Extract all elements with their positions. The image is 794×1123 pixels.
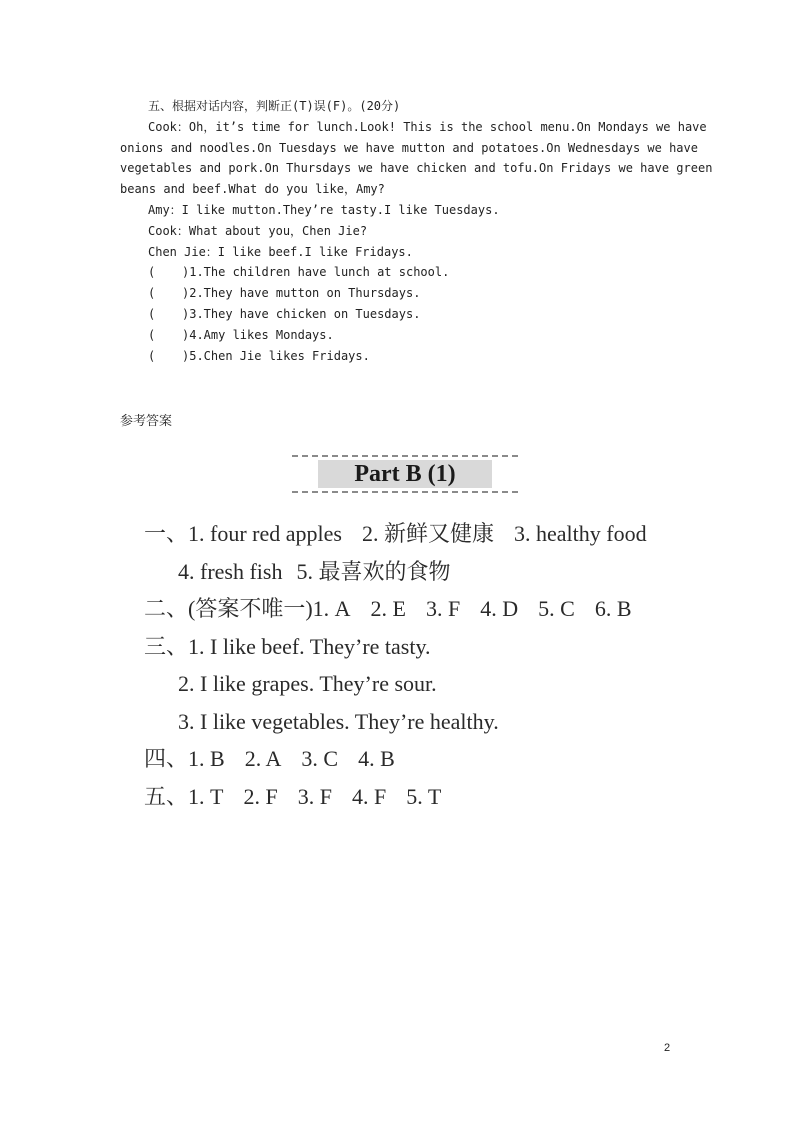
answer-item: 1. B xyxy=(188,746,225,771)
answer-item: 1. T xyxy=(188,783,224,809)
answer-blank: ( xyxy=(148,306,156,321)
item-text: )4.Amy likes Mondays. xyxy=(182,327,334,342)
dialogue-chen-jie: Chen Jie：I like beef.I like Fridays. xyxy=(148,244,413,259)
answer-section-5 xyxy=(144,778,647,816)
section-five-heading: 五、根据对话内容，判断正(T)误(F)。(20分) xyxy=(148,99,401,113)
item-text: )3.They have chicken on Tuesdays. xyxy=(182,306,421,321)
section-prefix: 五、 xyxy=(144,783,189,809)
answer-item: 3. healthy food xyxy=(513,521,647,546)
item-text: )1.The children have lunch at school. xyxy=(182,265,450,280)
item-text: )2.They have mutton on Thursdays. xyxy=(182,286,421,301)
true-false-item-3 xyxy=(120,304,676,325)
section-five-exercise xyxy=(120,96,713,366)
dialogue-cook-2: Cook：What about you，Chen Jie? xyxy=(148,223,368,238)
part-b-banner xyxy=(292,455,518,493)
true-false-item-4 xyxy=(120,325,676,346)
answer-item: 5. 最喜欢的食物 xyxy=(296,558,451,584)
dialogue-amy: Amy：I like mutton.They’re tasty.I like Tuesdays. xyxy=(148,202,500,217)
section-prefix: 二、(答案不唯一) xyxy=(144,596,313,621)
dialogue-cook-line-3: vegetables and pork.On Thursdays we have chicken and tofu.On Fridays we have green xyxy=(120,161,713,176)
answer-section-3-line-3 xyxy=(144,703,647,741)
answer-blank: ( xyxy=(148,265,156,280)
answer-item: 1. A xyxy=(312,596,351,621)
dialogue-cook-line-1: Cook：Oh，it’s time for lunch.Look! This is the school menu.On Mondays we have xyxy=(148,119,707,134)
item-text: )5.Chen Jie likes Fridays. xyxy=(182,348,370,363)
answer-section-3-line-2 xyxy=(144,665,647,703)
banner-top-divider xyxy=(292,455,518,457)
answer-item: 3. F xyxy=(426,596,461,621)
section-prefix: 一、 xyxy=(144,521,189,546)
answer-blank: ( xyxy=(148,327,156,342)
answer-item: 4. fresh fish xyxy=(178,558,283,584)
true-false-item-5 xyxy=(120,346,676,367)
answer-blank: ( xyxy=(148,286,156,301)
answer-item: 6. B xyxy=(594,596,632,621)
banner-bottom-divider xyxy=(292,491,518,493)
answer-section-2 xyxy=(144,590,647,628)
answer-item: 5. C xyxy=(538,596,575,621)
answer-item: 2. E xyxy=(370,596,406,621)
answer-item: 2. A xyxy=(244,746,282,771)
banner-title: Part B (1) xyxy=(354,461,456,487)
answer-item: 5. T xyxy=(406,783,442,809)
answer-item: 4. D xyxy=(480,596,519,621)
answer-item: 1. I like beef. They’re tasty. xyxy=(188,633,431,659)
reference-answers-label: 参考答案 xyxy=(120,414,173,429)
answer-section-1-line-2 xyxy=(144,553,647,591)
dialogue-cook-line-4: beans and beef.What do you like，Amy? xyxy=(120,182,385,197)
answer-key xyxy=(144,515,647,815)
answer-item: 2. 新鲜又健康 xyxy=(361,521,494,546)
answer-item: 3. F xyxy=(297,783,332,809)
answer-section-1-line-1 xyxy=(144,515,647,553)
page-number: 2 xyxy=(664,1042,671,1054)
answer-item: 1. four red apples xyxy=(188,521,342,546)
dialogue-cook-line-2: onions and noodles.On Tuesdays we have mutton and potatoes.On Wednesdays we have xyxy=(120,140,698,155)
answer-item: 2. F xyxy=(243,783,278,809)
true-false-item-2 xyxy=(120,283,676,304)
answer-section-4 xyxy=(144,740,647,778)
answer-item: 4. F xyxy=(351,783,387,809)
section-prefix: 四、 xyxy=(144,746,189,771)
answer-blank: ( xyxy=(148,348,156,363)
true-false-item-1 xyxy=(120,262,676,283)
answer-item: 3. I like vegetables. They’re healthy. xyxy=(178,708,499,734)
answer-section-3-line-1 xyxy=(144,628,647,666)
answer-item: 2. I like grapes. They’re sour. xyxy=(178,671,437,696)
answer-item: 4. B xyxy=(358,746,395,771)
section-prefix: 三、 xyxy=(144,633,189,659)
answer-item: 3. C xyxy=(301,746,339,771)
